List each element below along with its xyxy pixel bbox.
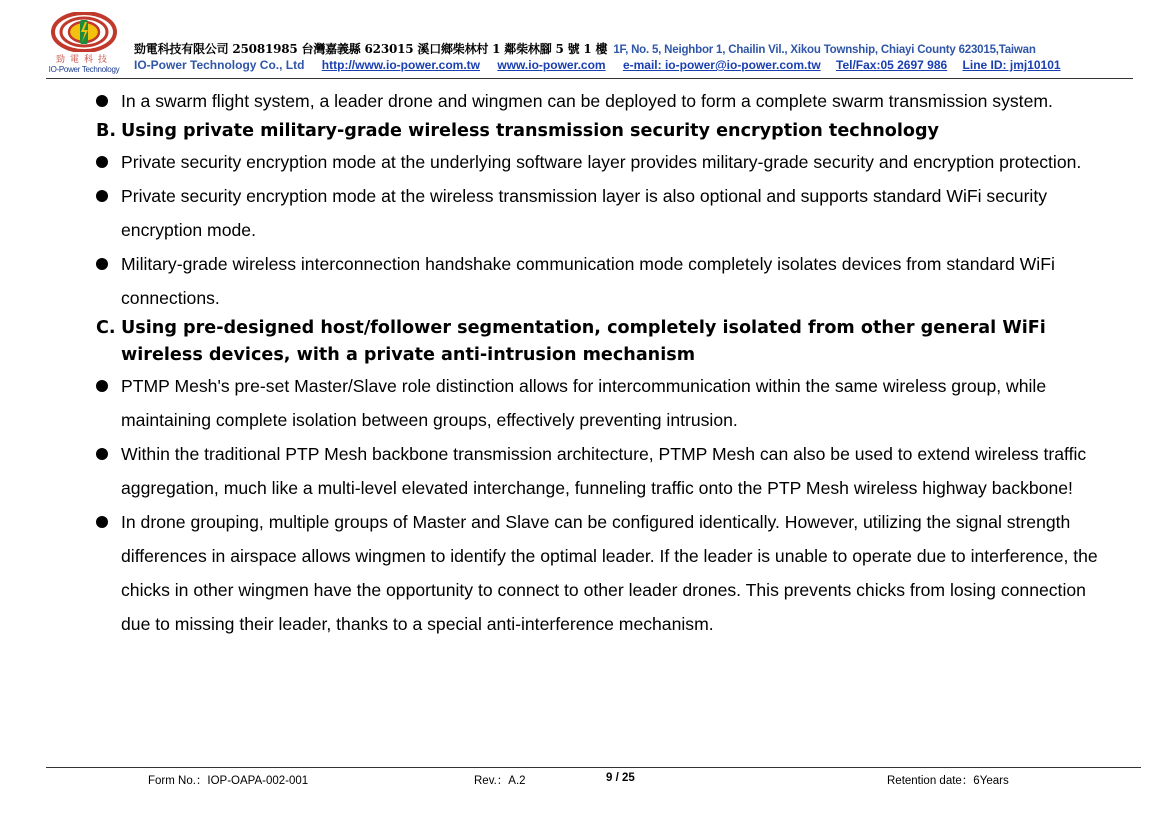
document-body <box>0 84 1170 641</box>
header-contact-line <box>134 58 1061 72</box>
list-item-text: Within the traditional PTP Mesh backbone transmission architecture, PTMP Mesh can also be used to extend wireless traffic aggregation, much like a multi-level elevated interchange, funneling traffic onto the PTP Mesh wireless highway backbone! <box>121 444 1087 498</box>
section-letter: B. <box>96 121 117 141</box>
bullet-icon <box>96 95 108 107</box>
header-address-line <box>134 40 1036 57</box>
bullet-icon <box>96 448 108 460</box>
company-name-english: IO-Power Technology Co., Ltd <box>134 58 305 72</box>
bullet-icon <box>96 156 108 168</box>
revision: Rev.：A.2 <box>474 775 526 787</box>
list-item <box>0 179 1170 247</box>
bullet-icon <box>96 258 108 270</box>
section-heading-text: Using pre-designed host/follower segmentation, completely isolated from other general WiFi wireless devices, with a private anti-intrusion mechanism <box>121 318 1046 365</box>
page-number: 9 / 25 <box>606 772 635 784</box>
website-link-2[interactable]: www.io-power.com <box>497 58 606 72</box>
list-item-text: In drone grouping, multiple groups of Master and Slave can be configured identically. However, utilizing the signal strength differences in airspace allows wingmen to identify the optimal leader. If the leader is unable to operate due to interference, the chicks in other wingmen have the opportunity to connect to other leader drones. This prevents chicks from losing connection due to missing their leader, thanks to a special anti-interference mechanism. <box>121 512 1098 634</box>
list-item-text: Military-grade wireless interconnection handshake communication mode completely isolates devices from standard WiFi connections. <box>121 254 1055 308</box>
list-item-text: Private security encryption mode at the underlying software layer provides military-grade security and encryption protection. <box>121 152 1082 172</box>
company-address-english: 1F, No. 5, Neighbor 1, Chailin Vil., Xikou Township, Chiayi County 623015,Taiwan <box>613 44 1036 56</box>
list-item <box>0 145 1170 179</box>
form-number: Form No.：IOP-OAPA-002-001 <box>148 775 309 787</box>
list-item <box>0 505 1170 641</box>
bullet-icon <box>96 380 108 392</box>
list-item-text: PTMP Mesh's pre-set Master/Slave role distinction allows for intercommunication within the same wireless group, while maintaining complete isolation between groups, effectively preventing intrusion. <box>121 376 1047 430</box>
list-item <box>0 84 1170 118</box>
bullet-icon <box>96 516 108 528</box>
section-heading-c <box>0 315 1170 369</box>
list-item <box>0 369 1170 437</box>
logo-english-text: IO-Power Technology <box>48 65 120 74</box>
company-name-chinese: 勁電科技有限公司 25081985 台灣嘉義縣 623015 溪口鄉柴林村 1 鄰柴林腳 5 號 1 樓 <box>134 42 608 56</box>
page-header <box>0 0 1170 80</box>
section-heading-b <box>0 118 1170 145</box>
list-item-text: In a swarm flight system, a leader drone and wingmen can be deployed to form a complete swarm transmission system. <box>121 91 1053 111</box>
list-item <box>0 437 1170 505</box>
bullet-icon <box>96 190 108 202</box>
website-link-1[interactable]: http://www.io-power.com.tw <box>321 58 481 72</box>
retention-date: Retention date：6Years <box>887 775 1009 787</box>
section-heading-text: Using private military-grade wireless transmission security encryption technology <box>121 121 940 141</box>
telfax-text: Tel/Fax:05 2697 986 <box>836 58 948 72</box>
footer-divider <box>46 767 1141 768</box>
line-id-text: Line ID: jmj10101 <box>962 58 1061 72</box>
list-item-text: Private security encryption mode at the wireless transmission layer is also optional and supports standard WiFi security encryption mode. <box>121 186 1048 240</box>
logo-chinese-text: 勁電科技 <box>55 55 112 65</box>
company-logo <box>46 12 122 78</box>
section-letter: C. <box>96 318 116 338</box>
header-divider <box>46 78 1133 79</box>
email-link[interactable]: e-mail: io-power@io-power.com.tw <box>622 58 821 72</box>
list-item <box>0 247 1170 315</box>
lightning-logo-icon <box>50 12 118 52</box>
